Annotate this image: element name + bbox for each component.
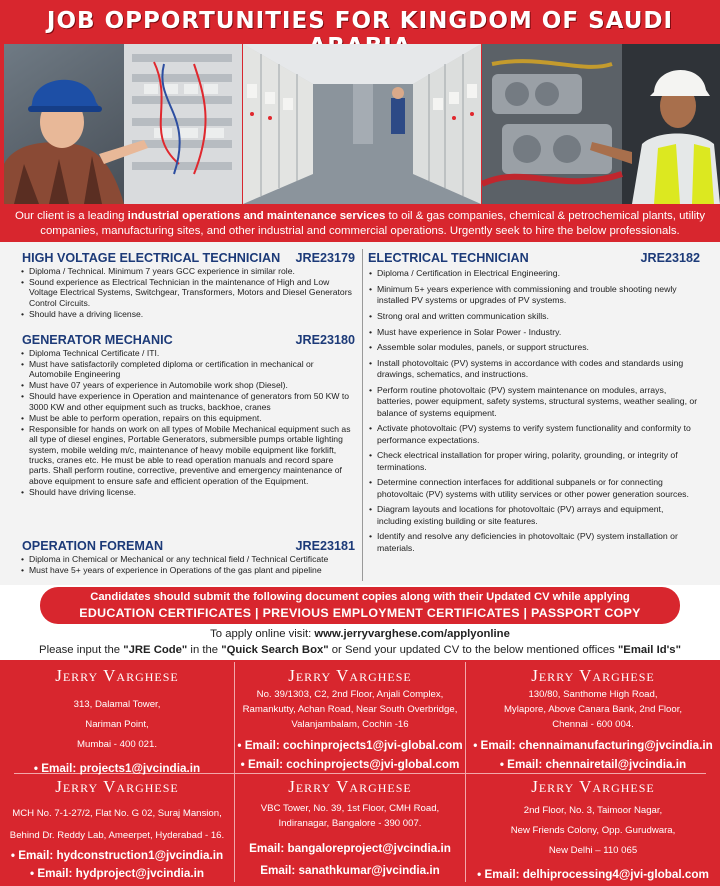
list-item: • Should have experience in Operation and maintenance of generators from 50 KW to 3000 KW and other equipment such as trucks, backhoe, cranes: [20, 391, 355, 412]
email-link[interactable]: • Email: hydproject@jvcindia.in: [30, 867, 204, 880]
email-link[interactable]: • Email: chennairetail@jvcindia.in: [499, 758, 687, 771]
email-link[interactable]: • Email: delhiprocessing4@jvi-global.com: [477, 868, 709, 881]
job-generator-mechanic: [22, 333, 355, 498]
job-code: JRE23181: [295, 539, 355, 553]
list-item: • Assemble solar modules, panels, or support structures.: [368, 342, 700, 353]
job-title: GENERATOR MECHANIC: [22, 333, 173, 347]
apply-online-text: To apply online visit: www.jerryvarghese.com/applyonline: [210, 628, 510, 640]
job-requirements: [20, 266, 355, 319]
column-divider: [362, 249, 363, 581]
apply-instructions: Please input the "JRE Code" in the "Quick Search Box" or Send your updated CV to the below mentioned offices "Email Id's": [39, 644, 681, 656]
job-code: JRE23182: [640, 251, 700, 265]
page-title: JOB OPPORTUNITIES FOR KINGDOM OF SAUDI: [46, 8, 674, 34]
list-item: • Responsible for hands on work on all types of Mobile Mechanical equipment such as all type of diesel engines, Portable Generators, submersible pumps ortable lighting system, mobile welding m/c, maintenance of heavy mobile equipment like forklift, trucks, cranes etc. He must be able to read operation manuals and record spare parts. Shall perform routine, corrective, preventive and emergency maintenance of above equipment to ensure safe and efficient operation of the Equipment.: [20, 424, 355, 486]
office-address: 130/80, Santhome High Road, Mylapore, Above Canara Bank, 2nd Floor, Chennai - 600 004.: [503, 689, 683, 730]
list-item: • Diploma / Certification in Electrical Engineering.: [368, 268, 700, 279]
brand-name: Jerry Varghese: [55, 666, 179, 685]
intro-text: Our client is a leading industrial operations and maintenance services to oil & gas companies, chemical & petrochemical plants, utility companies, manufacturing sites, and other industrial and commercial operations. Urgently seek to hire the below professionals.: [14, 210, 706, 237]
photo-technician-with-helmet: [4, 44, 242, 204]
list-item: • Must have satisfactorily completed diploma or certification in mechanical or Automobile Engineering: [20, 359, 355, 380]
list-item: • Sound experience as Electrical Technician in the maintenance of High and Low Voltage Electrical Systems, Switchgear, Transformers, Motors and Diesel Generators Control Circuits.: [20, 277, 355, 308]
brand-name: Jerry Varghese: [531, 777, 655, 796]
job-hv-electrical-technician: [22, 251, 355, 320]
job-title: OPERATION FOREMAN: [22, 539, 164, 553]
header-banner: [0, 0, 720, 242]
required-documents-banner: [40, 587, 680, 624]
brand-name: Jerry Varghese: [288, 666, 412, 685]
email-link[interactable]: Email: bangaloreproject@jvcindia.in: [249, 842, 451, 855]
list-item: • Minimum 5+ years experience with commissioning and trouble shooting newly installed PV systems or upgrades of PV systems.: [368, 284, 700, 306]
email-link[interactable]: • Email: hydconstruction1@jvcindia.in: [10, 849, 224, 862]
offices-section: [0, 660, 720, 886]
email-link[interactable]: • Email: cochinprojects@jvi-global.com: [240, 758, 460, 771]
list-item: • Perform routine photovoltaic (PV) system maintenance on modules, arrays, batteries, power equipment, safety systems, structural systems, weather sealing, or balance of systems equipment.: [368, 385, 700, 419]
list-item: • Must have 5+ years of experience in Operations of the gas plant and pipeline: [20, 565, 355, 575]
job-code: JRE23180: [295, 333, 355, 347]
job-operation-foreman: [22, 539, 355, 576]
list-item: • Diploma / Technical. Minimum 7 years GCC experience in similar role.: [20, 266, 355, 276]
list-item: • Diploma Technical Certificate / ITI.: [20, 348, 355, 358]
email-link[interactable]: • Email: projects1@jvcindia.in: [33, 762, 201, 775]
list-item: • Should have a driving license.: [20, 309, 355, 319]
photo-generator-mechanic: [482, 44, 720, 204]
list-item: • Activate photovoltaic (PV) systems to verify system functionality and conformity to performance expectations.: [368, 423, 700, 445]
office-hyderabad: [0, 777, 234, 883]
job-electrical-technician: [368, 251, 700, 558]
job-requirements: [20, 554, 355, 575]
office-new-delhi: [466, 777, 720, 883]
office-chennai: [466, 666, 720, 774]
office-address: MCH No. 7-1-27/2, Flat No. G 02, Suraj Mansion, Behind Dr. Reddy Lab, Ameerpet, Hyderabad - 16.: [9, 808, 225, 841]
list-item: • Must be able to perform operation, repairs on this equipment.: [20, 413, 355, 423]
list-item: • Strong oral and written communication skills.: [368, 311, 700, 322]
list-item: • Must have experience in Solar Power - Industry.: [368, 327, 700, 338]
photo-switchgear-room: [243, 44, 481, 204]
list-item: • Check electrical installation for proper wiring, polarity, grounding, or integrity of terminations.: [368, 450, 700, 472]
documents-list: EDUCATION CERTIFICATES | PREVIOUS EMPLOYMENT CERTIFICATES | PASSPORT COPY: [79, 606, 641, 620]
job-title: HIGH VOLTAGE ELECTRICAL TECHNICIAN: [22, 251, 281, 265]
office-address: No. 39/1303, C2, 2nd Floor, Anjali Complex, Ramankutty, Achan Road, Near South Overbridge, Valanjambalam, Cochin -16: [242, 689, 458, 730]
email-link[interactable]: Email: sanathkumar@jvcindia.in: [260, 864, 440, 877]
brand-name: Jerry Varghese: [288, 777, 412, 796]
office-cochin: [235, 666, 465, 774]
list-item: • Diagram layouts and locations for photovoltaic (PV) arrays and equipment, including existing building or site features.: [368, 504, 700, 526]
list-item: • Should have driving license.: [20, 487, 355, 497]
office-address: VBC Tower, No. 39, 1st Floor, CMH Road, Indiranagar, Bangalore - 390 007.: [260, 803, 440, 829]
job-requirements: [368, 268, 700, 554]
documents-instruction: Candidates should submit the following document copies along with their Updated CV while applying: [90, 591, 630, 603]
office-mumbai: [0, 666, 234, 777]
office-address: 2nd Floor, No. 3, Taimoor Nagar, New Friends Colony, Opp. Gurudwara, New Delhi – 110 065: [510, 805, 676, 856]
list-item: • Install photovoltaic (PV) systems in accordance with codes and standards using drawings, schematics, and instructions.: [368, 358, 700, 380]
email-link[interactable]: • Email: chennaimanufacturing@jvcindia.in: [473, 739, 713, 752]
list-item: • Identify and resolve any deficiencies in photovoltaic (PV) system installation or materials.: [368, 531, 700, 553]
brand-name: Jerry Varghese: [55, 777, 179, 796]
office-address: 313, Dalamal Tower, Nariman Point, Mumbai - 400 021.: [73, 699, 161, 750]
job-title: ELECTRICAL TECHNICIAN: [368, 251, 529, 265]
job-requirements: [20, 348, 355, 497]
list-item: • Determine connection interfaces for additional subpanels or for connecting photovoltaic (PV) systems with utility services or other power generation sources.: [368, 477, 700, 499]
job-code: JRE23179: [295, 251, 355, 265]
apply-online-link[interactable]: www.jerryvarghese.com/applyonline: [314, 628, 510, 640]
office-bangalore: [235, 777, 465, 882]
email-link[interactable]: • Email: cochinprojects1@jvi-global.com: [237, 739, 463, 752]
brand-name: Jerry Varghese: [531, 666, 655, 685]
list-item: • Diploma in Chemical or Mechanical or any technical field / Technical Certificate: [20, 554, 355, 564]
list-item: • Must have 07 years of experience in Automobile work shop (Diesel).: [20, 380, 355, 390]
